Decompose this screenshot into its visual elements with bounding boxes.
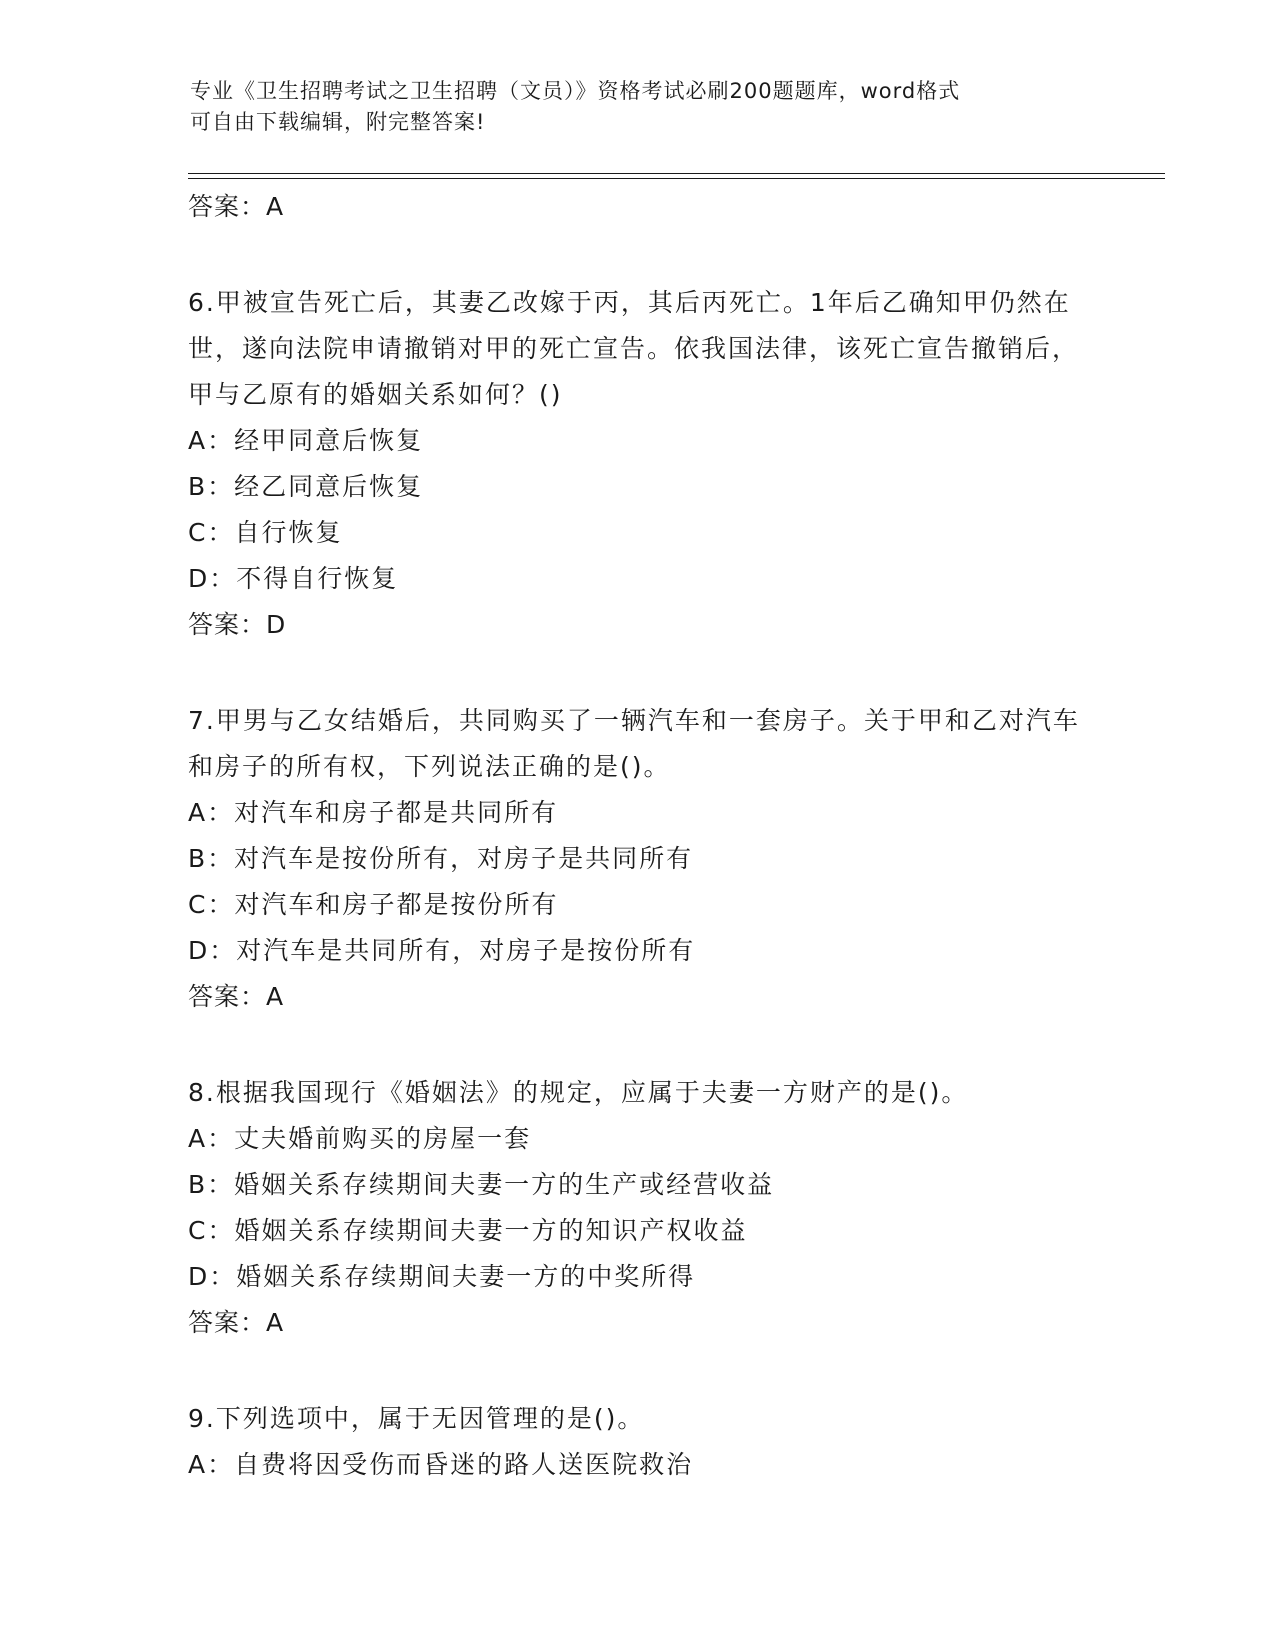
option-b: B：对汽车是按份所有，对房子是共同所有 — [188, 844, 694, 873]
answer-label: 答案：D — [188, 610, 287, 639]
question-block — [188, 698, 1088, 1020]
question-text: 8.根据我国现行《婚姻法》的规定，应属于夫妻一方财产的是()。 — [188, 1078, 969, 1107]
question-text: 6.甲被宣告死亡后，其妻乙改嫁于丙，其后丙死亡。1年后乙确知甲仍然在世，遂向法院申请撤销对甲的死亡宣告。依我国法律，该死亡宣告撤销后，甲与乙原有的婚姻关系如何？() — [188, 288, 1080, 409]
answer-label: 答案：A — [188, 192, 285, 221]
question-text: 9.下列选项中，属于无因管理的是()。 — [188, 1404, 645, 1433]
header-line-1: 专业《卫生招聘考试之卫生招聘（文员）》资格考试必刷200题题库，word格式 — [190, 79, 961, 103]
option-b: B：婚姻关系存续期间夫妻一方的生产或经营收益 — [188, 1170, 775, 1199]
question-list — [188, 184, 1088, 1488]
header-line-2: 可自由下载编辑，附完整答案! — [190, 110, 486, 134]
question-block — [188, 1070, 1088, 1346]
question-block — [188, 280, 1088, 648]
option-a: A：经甲同意后恢复 — [188, 426, 424, 455]
option-d: D：婚姻关系存续期间夫妻一方的中奖所得 — [188, 1262, 696, 1291]
document-header — [190, 76, 1070, 138]
header-divider-top — [188, 173, 1165, 174]
option-a: A：自费将因受伤而昏迷的路人送医院救治 — [188, 1450, 694, 1479]
option-c: C：对汽车和房子都是按份所有 — [188, 890, 559, 919]
option-a: A：丈夫婚前购买的房屋一套 — [188, 1124, 532, 1153]
option-c: C：自行恢复 — [188, 518, 343, 547]
question-block — [188, 1396, 1088, 1488]
option-a: A：对汽车和房子都是共同所有 — [188, 798, 559, 827]
option-d: D：对汽车是共同所有，对房子是按份所有 — [188, 936, 696, 965]
option-d: D：不得自行恢复 — [188, 564, 399, 593]
option-c: C：婚姻关系存续期间夫妻一方的知识产权收益 — [188, 1216, 748, 1245]
header-divider-bottom — [188, 178, 1165, 179]
answer-label: 答案：A — [188, 1308, 285, 1337]
answer-label: 答案：A — [188, 982, 285, 1011]
option-b: B：经乙同意后恢复 — [188, 472, 424, 501]
question-text: 7.甲男与乙女结婚后，共同购买了一辆汽车和一套房子。关于甲和乙对汽车和房子的所有权，下列说法正确的是()。 — [188, 706, 1080, 781]
